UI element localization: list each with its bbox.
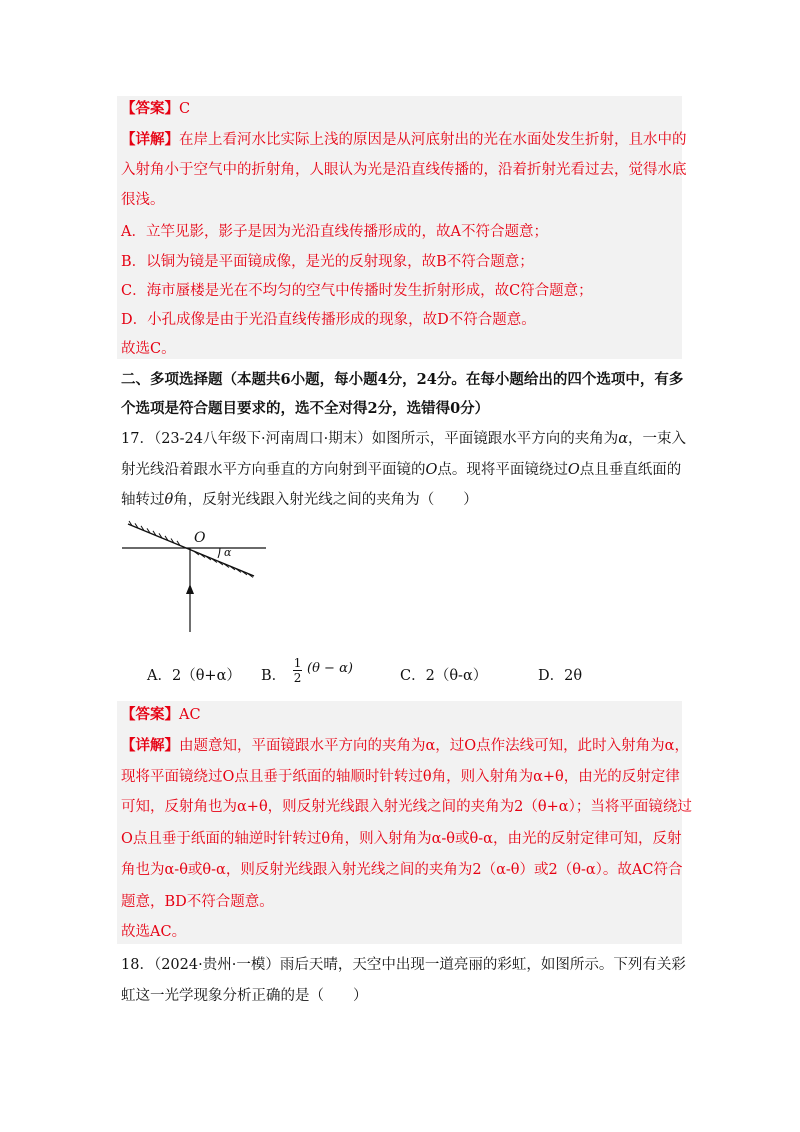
mirror-hatching: [129, 521, 253, 577]
mirror-diagram: [118, 518, 278, 638]
q17-text: 17．（23-24八年级下·河南周口·期末）如图所示，平面镜跟水平方向的夹角为: [121, 431, 619, 447]
option-d: D．2θ: [538, 668, 583, 684]
q17-text: 角，反射光线跟入射光线之间的夹角为（ ）: [173, 492, 478, 508]
q17-point-o: O: [567, 462, 580, 478]
detail-line-2: 入射角小于空气中的折射角，人眼认为光是沿直线传播的，沿着折射光看过去，觉得水底: [121, 162, 687, 178]
detail-text: 由题意知，平面镜跟水平方向的夹角为α，过O点作法线可知，此时入射角为α，: [179, 738, 689, 754]
angle-arc: [218, 548, 220, 558]
option-b-label: B．: [261, 668, 287, 684]
detail2-line-5: 角也为α-θ或θ-α，则反射光线跟入射光线之间的夹角为2（α-θ）或2（θ-α）。故AC符合: [121, 862, 683, 878]
detail-line-1: [121, 130, 687, 150]
detail-text: 在岸上看河水比实际上浅的原因是从河底射出的光在水面处发生折射，且水中的: [179, 132, 687, 148]
q17-text: 射光线沿着跟水平方向垂直的方向射到平面镜的: [121, 462, 426, 478]
option-a: A．2（θ+α）: [147, 668, 241, 684]
detail-line-4: A．立竿见影，影子是因为光沿直线传播形成的，故A不符合题意；: [121, 224, 548, 240]
section-heading-line-1: 二、多项选择题（本题共6小题，每小题4分，24分。在每小题给出的四个选项中，有多: [121, 371, 684, 388]
fraction: [293, 656, 303, 685]
detail-line-5: B．以铜为镜是平面镜成像，是光的反射现象，故B不符合题意；: [121, 254, 534, 270]
detail-line-8: 故选C。: [121, 341, 176, 357]
detail2-line-1: [121, 736, 689, 756]
detail-tag: 【详解】: [121, 131, 179, 148]
answer-tag: 【答案】: [121, 706, 179, 723]
q17-text: ，一束入: [628, 431, 687, 447]
detail2-line-4: O点且垂于纸面的轴逆时针转过θ角，则入射角为α-θ或θ-α，由光的反射定律可知，反射: [121, 831, 682, 847]
fraction-denominator: 2: [293, 671, 302, 685]
detail2-line-6: 题意，BD不符合题意。: [121, 894, 274, 910]
detail-line-3: 很浅。: [121, 192, 165, 208]
q17-text: 点。现将平面镜绕过: [437, 462, 568, 478]
label-alpha: α: [224, 546, 232, 559]
answer-value: C: [179, 101, 191, 117]
q17-text: 点且垂直纸面的: [579, 462, 682, 478]
q17-theta: θ: [164, 492, 174, 508]
option-c: C．2（θ-α）: [400, 668, 488, 684]
q17-line-3: [121, 490, 478, 510]
detail-tag: 【详解】: [121, 737, 179, 754]
detail-line-7: D．小孔成像是由于光沿直线传播形成的现象，故D不符合题意。: [121, 312, 536, 328]
detail2-line-3: 可知，反射角也为α+θ，则反射光线跟入射光线之间的夹角为2（θ+α）；当将平面镜绕过: [121, 799, 692, 815]
answer-value: AC: [179, 707, 201, 723]
q17-line-1: [121, 429, 686, 449]
option-b-expr: (θ − α): [307, 661, 353, 676]
mirror-line: [128, 524, 254, 576]
ray-arrow-icon: [186, 584, 194, 594]
section-heading-line-2: 个选项是符合题目要求的，选不全对得2分，选错得0分）: [121, 400, 490, 417]
option-b: [261, 656, 353, 692]
detail2-line-7: 故选AC。: [121, 924, 187, 940]
detail2-line-2: 现将平面镜绕过O点且垂于纸面的轴顺时针转过θ角，则入射角为α+θ，由光的反射定律: [121, 769, 680, 785]
q17-text: 轴转过: [121, 492, 165, 508]
q17-line-2: [121, 460, 681, 480]
answer-tag: 【答案】: [121, 100, 179, 117]
answer2-line-1: [121, 705, 201, 725]
q17-alpha: α: [618, 431, 629, 447]
answer-line-1: [121, 99, 190, 119]
q17-point-o: O: [425, 462, 438, 478]
q18-line-2: 虹这一光学现象分析正确的是（ ）: [121, 988, 368, 1004]
q18-line-1: 18．（2024·贵州·一模）雨后天晴，天空中出现一道亮丽的彩虹，如图所示。下列有关彩: [121, 957, 686, 973]
fraction-numerator: 1: [293, 656, 302, 670]
detail-line-6: C．海市蜃楼是光在不均匀的空气中传播时发生折射形成，故C符合题意；: [121, 283, 593, 299]
label-o: O: [194, 530, 206, 546]
